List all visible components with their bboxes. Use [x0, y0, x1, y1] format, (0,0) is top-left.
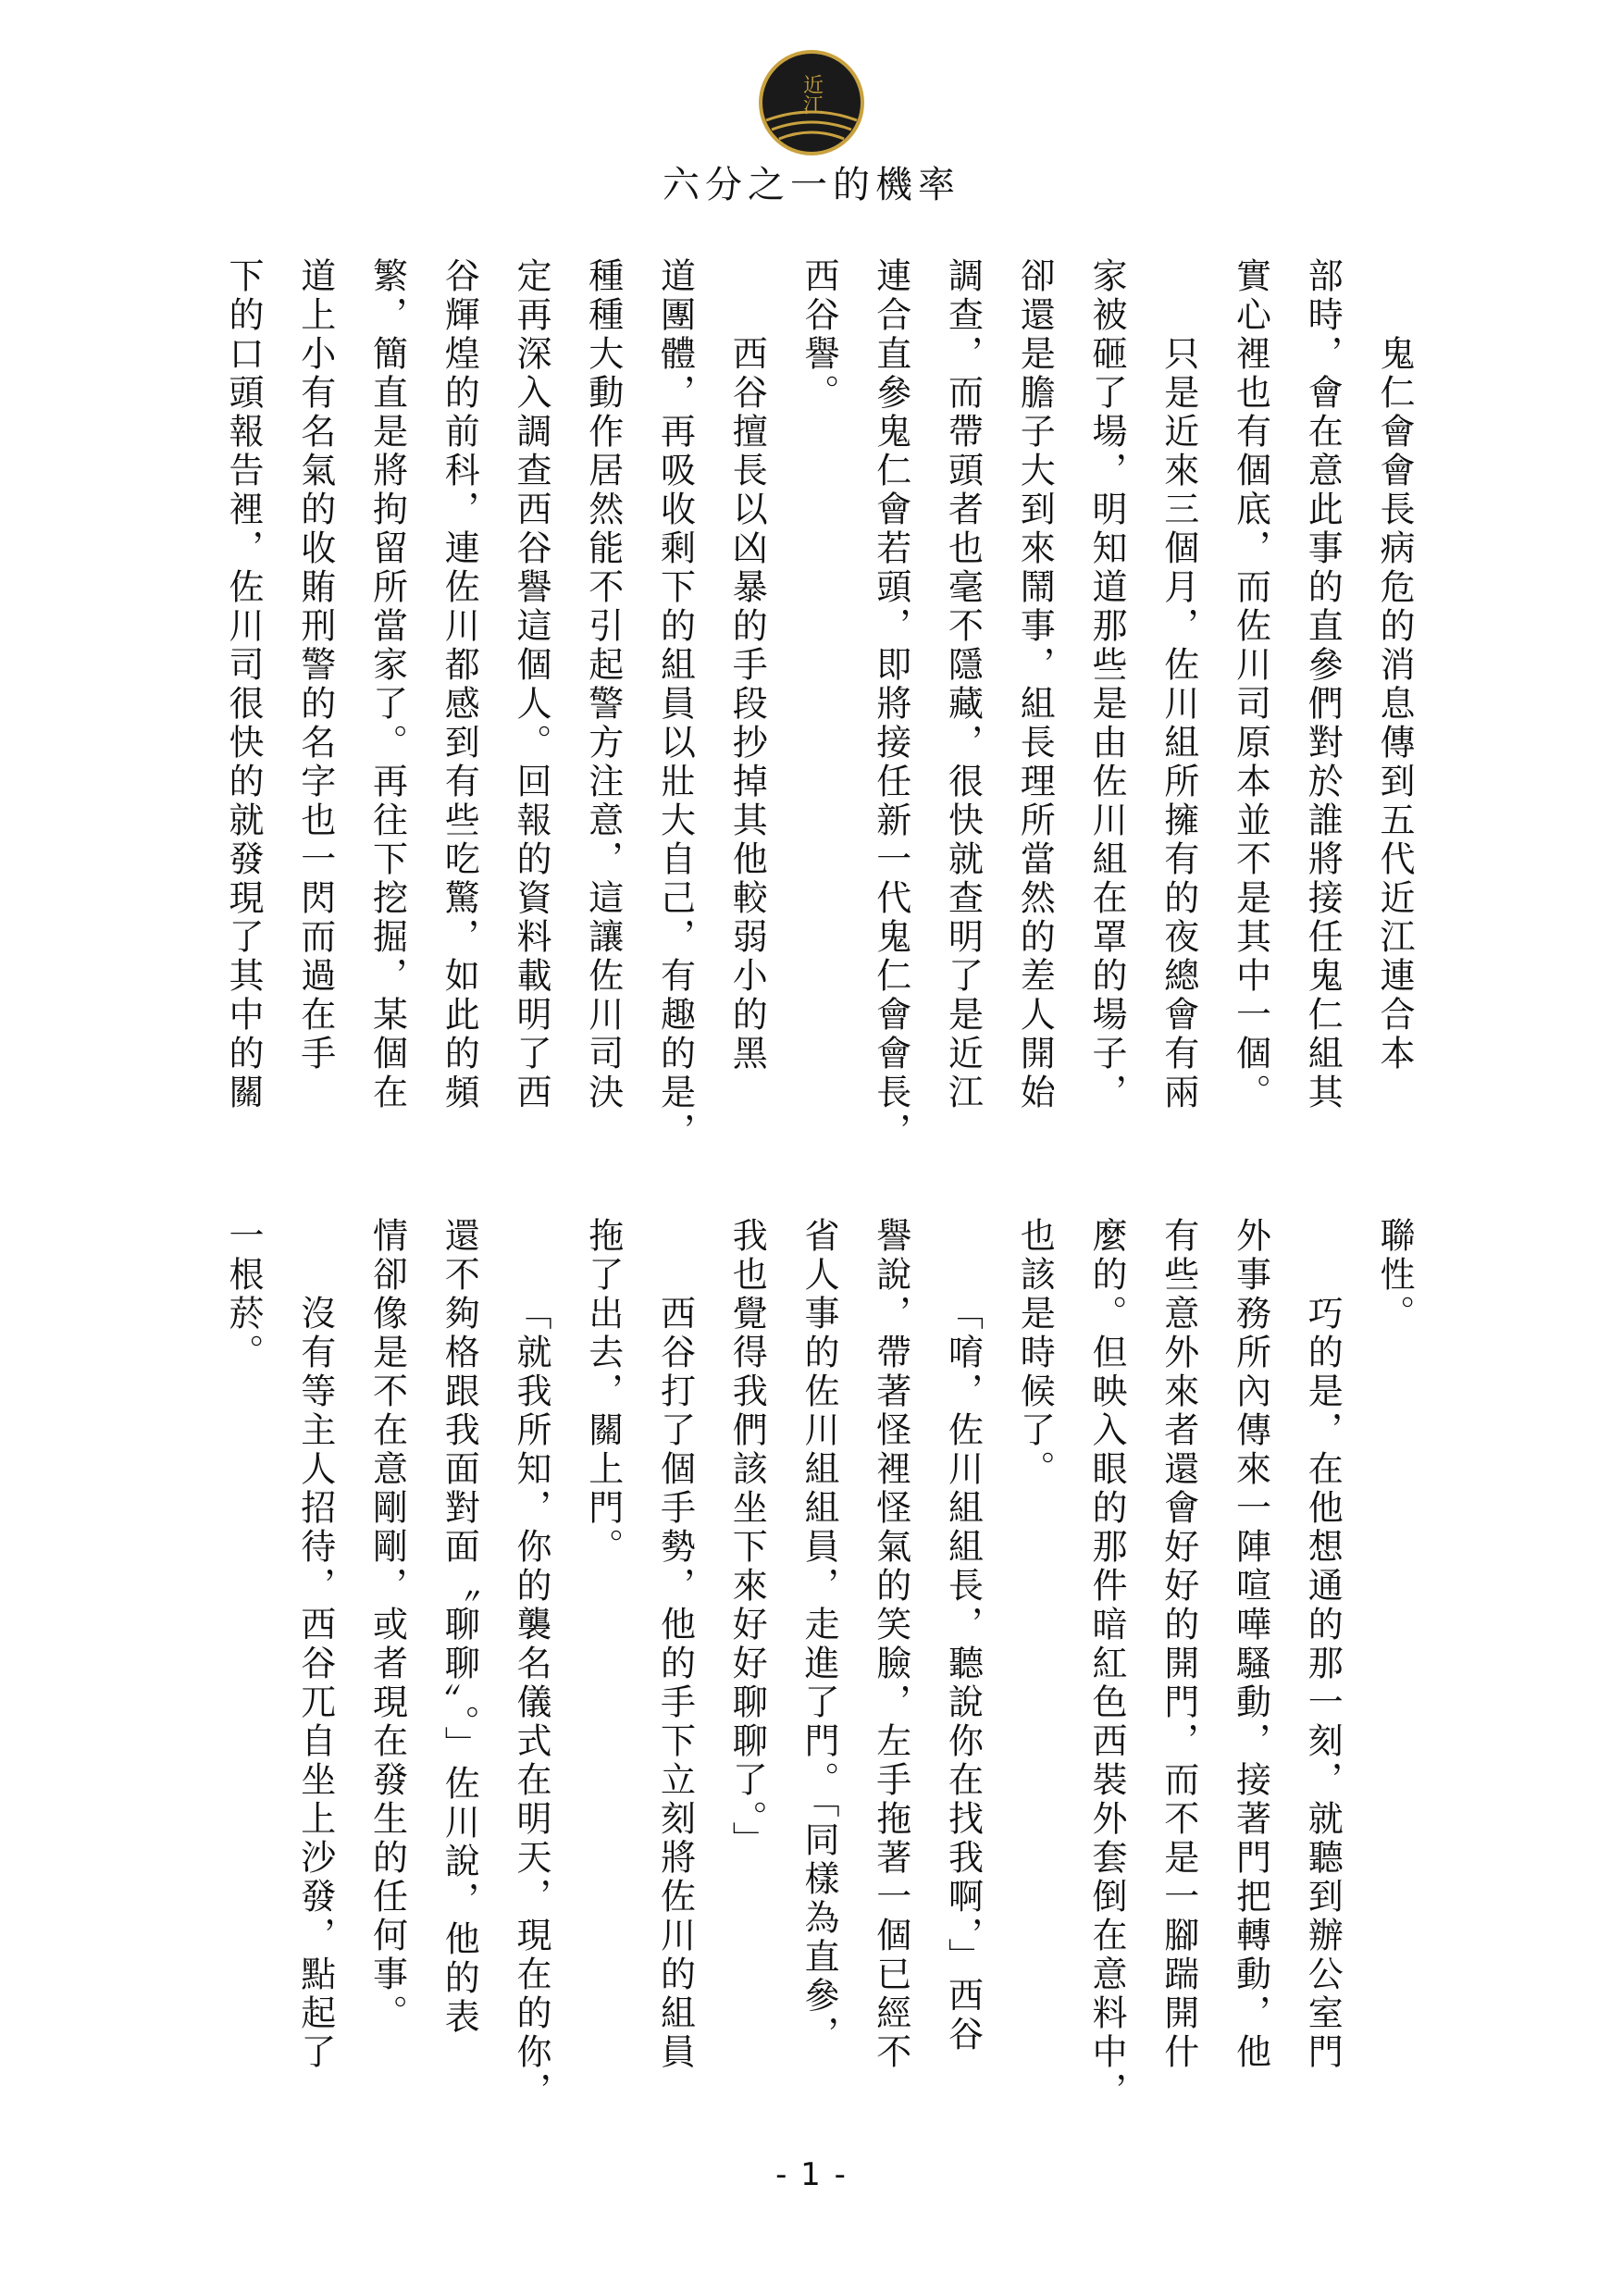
- document-title: 六分之一的機率: [663, 164, 960, 206]
- text-column: 省人事的佐川組組員，走進了門。「同樣為直參，: [799, 1217, 839, 2054]
- text-block-bottom: [217, 1217, 1420, 2124]
- text-column: 調查，而帶頭者也毫不隱藏，很快就查明了是近江: [942, 257, 984, 1112]
- text-column: 西谷譽。: [799, 257, 839, 413]
- text-column: 沒有等主人招待，西谷兀自坐上沙發，點起了: [294, 1295, 336, 2072]
- text-column: 卻還是膽子大到來鬧事，組長理所當然的差人開始: [1014, 257, 1056, 1112]
- text-column: 「就我所知，你的襲名儀式在明天，現在的你，: [511, 1295, 551, 2111]
- text-column: 一根菸。: [223, 1217, 264, 1372]
- text-column: 也該是時候了。: [1014, 1217, 1056, 1489]
- text-column: 拖了出去，關上門。: [582, 1217, 624, 1567]
- text-column: 有些意外來者還會好好的開門，而不是一腳踹開什: [1158, 1217, 1199, 2072]
- text-column: 下的口頭報告裡，佐川司很快的就發現了其中的關: [223, 257, 264, 1112]
- text-column: 道上小有名氣的收賄刑警的名字也一閃而過在手: [294, 257, 336, 1074]
- text-column: 實心裡也有個底，而佐川司原本並不是其中一個。: [1230, 257, 1271, 1112]
- page-number: - 1 -: [775, 2156, 848, 2193]
- text-column: 聯性。: [1374, 1217, 1415, 1334]
- text-column: 還不夠格跟我面對面〝聊聊〞。」佐川說，他的表: [439, 1217, 480, 2037]
- logo: [757, 48, 866, 157]
- text-column: 繁，簡直是將拘留所當家了。再往下挖掘，某個在: [366, 257, 408, 1112]
- text-column: 鬼仁會會長病危的消息傳到五代近江連合本: [1374, 335, 1415, 1074]
- text-column: 家被砸了場，明知道那些是由佐川組在罩的場子，: [1086, 257, 1127, 1112]
- text-column: 只是近來三個月，佐川組所擁有的夜總會有兩: [1158, 335, 1199, 1112]
- text-column: 連合直參鬼仁會若頭，即將接任新一代鬼仁會會長，: [870, 257, 911, 1151]
- text-column: 外事務所內傳來一陣喧嘩騷動，接著門把轉動，他: [1230, 1217, 1271, 2072]
- text-column: 麼的。但映入眼的那件暗紅色西裝外套倒在意料中，: [1086, 1217, 1127, 2111]
- text-column: 譽說，帶著怪裡怪氣的笑臉，左手拖著一個已經不: [870, 1217, 911, 2072]
- text-column: 情卻像是不在意剛剛，或者現在發生的任何事。: [366, 1217, 408, 2033]
- text-column: 「唷，佐川組組長，聽說你在找我啊，」西谷: [942, 1295, 984, 2054]
- text-column: 定再深入調查西谷譽這個人。回報的資料載明了西: [511, 257, 551, 1112]
- kinko-emblem-icon: [757, 48, 866, 157]
- text-column: 我也覺得我們該坐下來好好聊聊了。」: [726, 1217, 768, 1860]
- text-column: 巧的是，在他想通的那一刻，就聽到辦公室門: [1302, 1295, 1344, 2072]
- text-column: 西谷擅長以凶暴的手段抄掉其他較弱小的黑: [726, 335, 768, 1074]
- text-column: 種種大動作居然能不引起警方注意，這讓佐川司決: [582, 257, 624, 1112]
- text-column: 谷輝煌的前科，連佐川都感到有些吃驚，如此的頻: [439, 257, 480, 1112]
- text-column: 部時，會在意此事的直參們對於誰將接任鬼仁組其: [1302, 257, 1344, 1112]
- text-column: 西谷打了個手勢，他的手下立刻將佐川的組員: [654, 1295, 696, 2072]
- text-column: 道團體，再吸收剩下的組員以壯大自己，有趣的是，: [654, 257, 696, 1151]
- text-block-top: [217, 257, 1420, 1151]
- logo-text: 近江: [799, 74, 824, 115]
